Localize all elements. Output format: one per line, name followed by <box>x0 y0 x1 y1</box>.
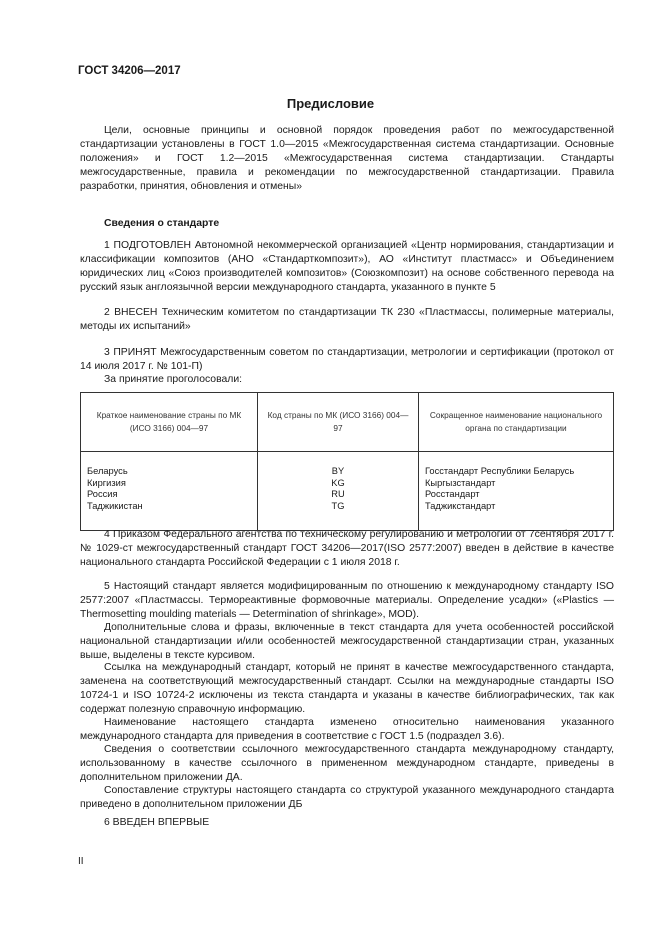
item-5-title-paragraph: Наименование настоящего стандарта изменено относительно наименования указанного международного стандарта для приведения в соответствие с ГОСТ 1.5 (подраздел 3.6). <box>80 717 614 742</box>
page-title: Предисловие <box>286 96 375 111</box>
table-cell: TG <box>331 500 345 511</box>
item-2-paragraph: 2 ВНЕСЕН Техническим комитетом по стандартизации ТК 230 «Пластмассы, полимерные материалы, методы их испытаний» <box>80 307 614 332</box>
item-5-additions-paragraph: Дополнительные слова и фразы, включенные в текст стандарта для учета особенностей российской национальной стандартизации и/или особенностей межгосударственной стандартизации стран, указанных выше, выделены в тексте курсивом. <box>80 622 614 661</box>
item-5-appendix-da-paragraph: Сведения о соответствии ссылочного межгосударственного стандарта международному стандарту, использованному в качестве ссылочного в примененном международном стандарте, приведены в дополнительном приложении ДА. <box>80 744 614 783</box>
table-cell: Беларусь <box>87 466 128 476</box>
table-cell: Россия <box>87 489 118 499</box>
table-row <box>81 452 614 531</box>
table-cell: KG <box>331 477 345 488</box>
document-code: ГОСТ 34206—2017 <box>78 65 181 77</box>
table-header-row <box>81 393 614 452</box>
table-column-body <box>419 452 614 531</box>
table-cell: BY <box>331 466 345 476</box>
page-number: II <box>78 856 84 867</box>
table-header-code: Код страны по МК (ИСО 3166) 004—97 <box>258 393 419 452</box>
item-6-paragraph: 6 ВВЕДЕН ВПЕРВЫЕ <box>104 817 210 828</box>
table-cell: Кыргызстандарт <box>425 477 496 488</box>
item-5-paragraph: 5 Настоящий стандарт является модифицированным по отношению к международному стандарту ISO 2577:2007 «Пластмассы. Термореактивные формовочные материалы. Определение усадки» («Plastics — Thermosetting moulding materials — Determination of shrinkage», MOD). <box>80 581 614 620</box>
table-column-code <box>258 452 419 531</box>
item-1-paragraph: 1 ПОДГОТОВЛЕН Автономной некоммерческой организацией «Центр нормирования, стандартизации и классификации композитов (АНО «Стандарткомпозит»), АО «Институт пластмасс» и Объединением юридических лиц «Союз производителей композитов» (Союзкомпозит) на основе собственного перевода на русский язык англоязычной версии международного стандарта, указанного в пункте 5 <box>80 240 614 293</box>
table-column-country <box>81 452 258 531</box>
item-5-references-paragraph: Ссылка на международный стандарт, который не принят в качестве межгосударственного стандарта, заменена на соответствующий межгосударственный стандарт. Ссылки на международные стандарты ISO 10724-1 и ISO 10724-2 исключены из текста стандарта и указаны в качестве библиографических, так как содержат полезную справочную информацию. <box>80 662 614 715</box>
vote-caption: За принятие проголосовали: <box>104 374 243 385</box>
info-heading: Сведения о стандарте <box>104 218 220 229</box>
item-5-appendix-db-paragraph: Сопоставление структуры настоящего стандарта со структурой указанного международного стандарта приведено в дополнительном приложении ДБ <box>80 785 614 810</box>
table-cell: Таджикстандарт <box>425 500 496 511</box>
table-cell: Госстандарт Республики Беларусь <box>425 466 575 476</box>
table-cell: Росстандарт <box>425 489 480 499</box>
table-header-body: Сокращенное наименование национального органа по стандартизации <box>419 393 614 452</box>
table-cell: Таджикистан <box>87 500 143 511</box>
item-3-paragraph: 3 ПРИНЯТ Межгосударственным советом по стандартизации, метрологии и сертификации (протокол от 14 июля 2017 г. № 101-П) <box>80 347 614 372</box>
table-header-country: Краткое наименование страны по МК (ИСО 3166) 004—97 <box>81 393 258 452</box>
intro-paragraph: Цели, основные принципы и основной порядок проведения работ по межгосударственной стандартизации установлены в ГОСТ 1.0—2015 «Межгосударственная система стандартизации. Основные положения» и ГОСТ 1.2—2015 «Межгосударственная система стандартизации. Стандарты межгосударственные, правила и рекомендации по межгосударственной стандартизации. Правила разработки, принятия, обновления и отмены» <box>80 125 614 192</box>
item-4-paragraph: 4 Приказом Федерального агентства по техническому регулированию и метрологии от 7сентября 2017 г. № 1029-ст межгосударственный стандарт ГОСТ 34206—2017(ISO 2577:2007) введен в действие в качестве национального стандарта Российской Федерации с 1 июля 2018 г. <box>80 529 614 568</box>
table-cell: RU <box>331 489 345 499</box>
voting-table <box>80 392 614 531</box>
table-cell: Киргизия <box>87 477 126 488</box>
